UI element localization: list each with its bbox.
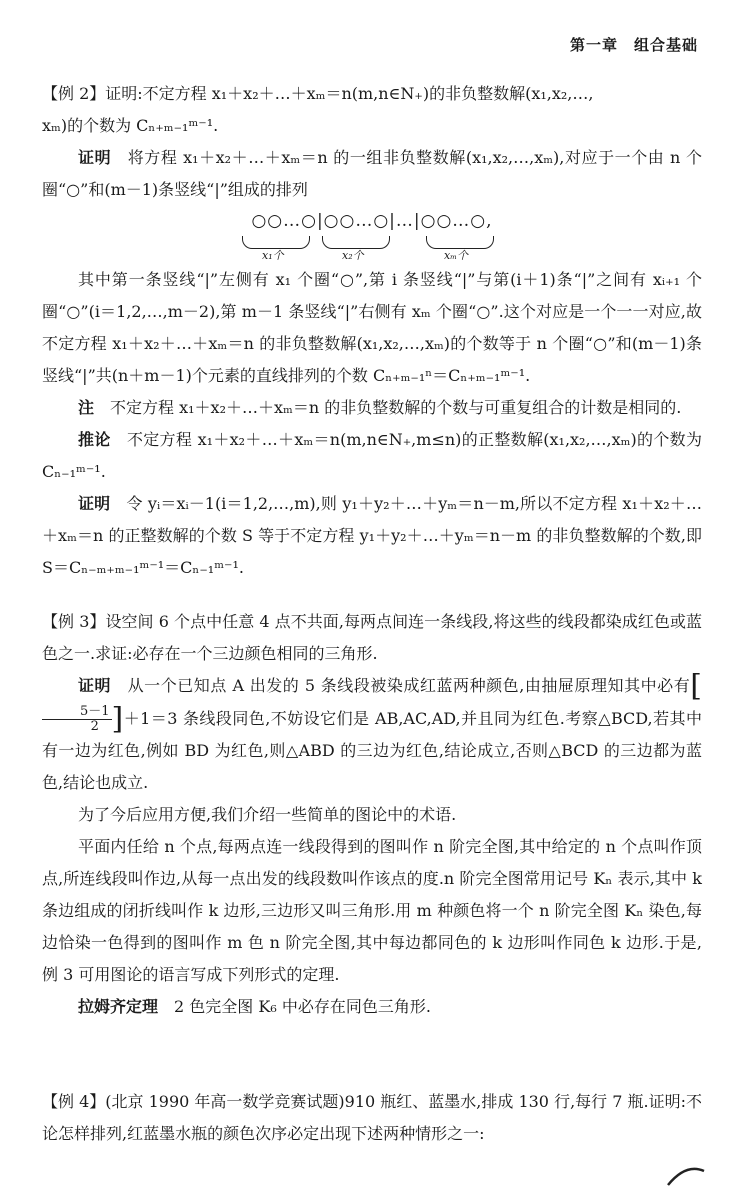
theorem-text: 2 色完全图 K₆ 中必存在同色三角形. [174,997,431,1016]
underbrace-label-2: x₂个 [342,249,364,262]
ex3-proof-text-a: 从一个已知点 A 出发的 5 条线段被染成红蓝两种颜色,由抽屉原理知其中必 [127,676,674,695]
ex4-statement: 【例 4】(北京 1990 年高一数学竞赛试题)910 瓶红、蓝墨水,排成 130 行,每行 7 瓶.证明:不论怎样排列,红蓝墨水瓶的颜色次序必定出现下述两种情形之一: [42,1092,702,1143]
ramsey-theorem [42,991,702,1023]
ex3-proof-text-b1: 有 [673,676,691,695]
ex2-proof-b: 其中第一条竖线“|”左侧有 x₁ 个圈“○”,第 i 条竖线“|”与第(i＋1)条“|”之间有 xᵢ₊₁ 个圈“○”(i＝1,2,…,m－2),第 m－1 条竖线“|”右侧有 xₘ 个圈“○”.这个对应是一个一一对应,故不定方程 x₁＋x₂＋…＋xₘ＝n 的非负整数解(x₁,x₂,…,xₘ)的个数等于 n 个圈“○”和(m－1)条竖线“|”共(n＋m－1)个元素的直线排列的个数 Cₙ₊ₘ₋₁ⁿ＝Cₙ₊ₘ₋₁ᵐ⁻¹. [42,270,702,385]
circle-bar-arrangement: ○○…○|○○…○|…|○○…○, [251,211,493,231]
example-4 [42,1086,702,1150]
ex2-corollary [42,424,702,488]
ex2-proof-text: 将方程 x₁＋x₂＋…＋xₘ＝n 的一组非负整数解(x₁,x₂,…,xₘ),对应于一个由 n 个圈“○”和(m－1)条竖线“|”组成的排列 [42,148,702,199]
corollary-label: 推论 [78,430,111,449]
corollary-proof-text: 令 yᵢ＝xᵢ－1(i＝1,2,…,m),则 y₁＋y₂＋…＋yₘ＝n－m,所以不定方程 x₁＋x₂＋…＋xₘ＝n 的正整数解的个数 S 等于不定方程 y₁＋y₂＋…＋yₘ＝n－m 的非负整数解的个数,即 S＝Cₙ₋ₘ₊ₘ₋₁ᵐ⁻¹＝Cₙ₋₁ᵐ⁻¹. [42,494,702,577]
left-bracket: [ [690,668,702,704]
underbrace-label-3: xₘ个 [444,249,468,262]
ex3-para1: 为了今后应用方便,我们介绍一些简单的图论中的术语. [78,805,457,824]
proof-label: 证明 [78,148,112,167]
fraction-numerator: 5－1 [42,705,112,720]
note-text: 不定方程 x₁＋x₂＋…＋xₘ＝n 的非负整数解的个数与可重复组合的计数是相同的. [110,398,682,417]
ex2-statement-line2: xₘ)的个数为 Cₙ₊ₘ₋₁ᵐ⁻¹. [42,116,219,135]
underbraces [42,236,702,264]
underbrace-label-1: x₁个 [262,249,284,262]
example-2 [42,78,702,584]
right-bracket: ] [111,701,124,736]
ex2-corollary-proof [42,488,702,584]
note-label: 注 [78,398,95,417]
corollary-text: 不定方程 x₁＋x₂＋…＋xₘ＝n(m,n∈N₊,m≤n)的正整数解(x₁,x₂,…,xₘ)的个数为 Cₙ₋₁ᵐ⁻¹. [42,430,702,481]
ex3-para2: 平面内任给 n 个点,每两点连一线段得到的图叫作 n 阶完全图,其中给定的 n 个点叫作顶点,所连线段叫作边,从每一点出发的线段数叫作该点的度.n 阶完全图常用记号 Kₙ 表示,其中 k 条边组成的闭折线叫作 k 边形,三边形又叫三角形.用 m 种颜色将一个 n 阶完全图 Kₙ 染色,每边恰染一色得到的图叫作 m 色 n 阶完全图,其中每边都同色的 k 边形叫作同色 k 边形.于是,例 3 可用图论的语言写成下列形式的定理. [42,837,702,984]
fraction-denominator: 2 [90,718,99,734]
ex2-statement-line1: 【例 2】证明:不定方程 x₁＋x₂＋…＋xₘ＝n(m,n∈N₊)的非负整数解(x₁,x₂,…, [42,84,594,103]
ex3-proof [42,670,702,799]
ex3-proof-text-b2: ＋1＝3 条线段同色,不妨设它们是 AB,AC,AD,并且同为红色.考察△BCD,若其中有一边为红色,例如 BD 为红色,则△ABD 的三边为红色,结论成立,否则△BCD 的三边都为蓝色,结论也成立. [42,708,702,792]
page-curl-icon [666,1161,706,1187]
ex2-proof-a [42,142,702,206]
fraction [42,705,112,734]
proof-label: 证明 [78,494,111,513]
ex3-statement: 【例 3】设空间 6 个点中任意 4 点不共面,每两点间连一条线段,将这些的线段都染成红色或蓝色之一.求证:必存在一个三边颜色相同的三角形. [42,612,702,663]
example-3 [42,606,702,1023]
proof-label: 证明 [78,676,112,695]
ex2-note [42,392,702,424]
chapter-header: 第一章 组合基础 [569,36,698,54]
theorem-label: 拉姆齐定理 [78,997,159,1016]
